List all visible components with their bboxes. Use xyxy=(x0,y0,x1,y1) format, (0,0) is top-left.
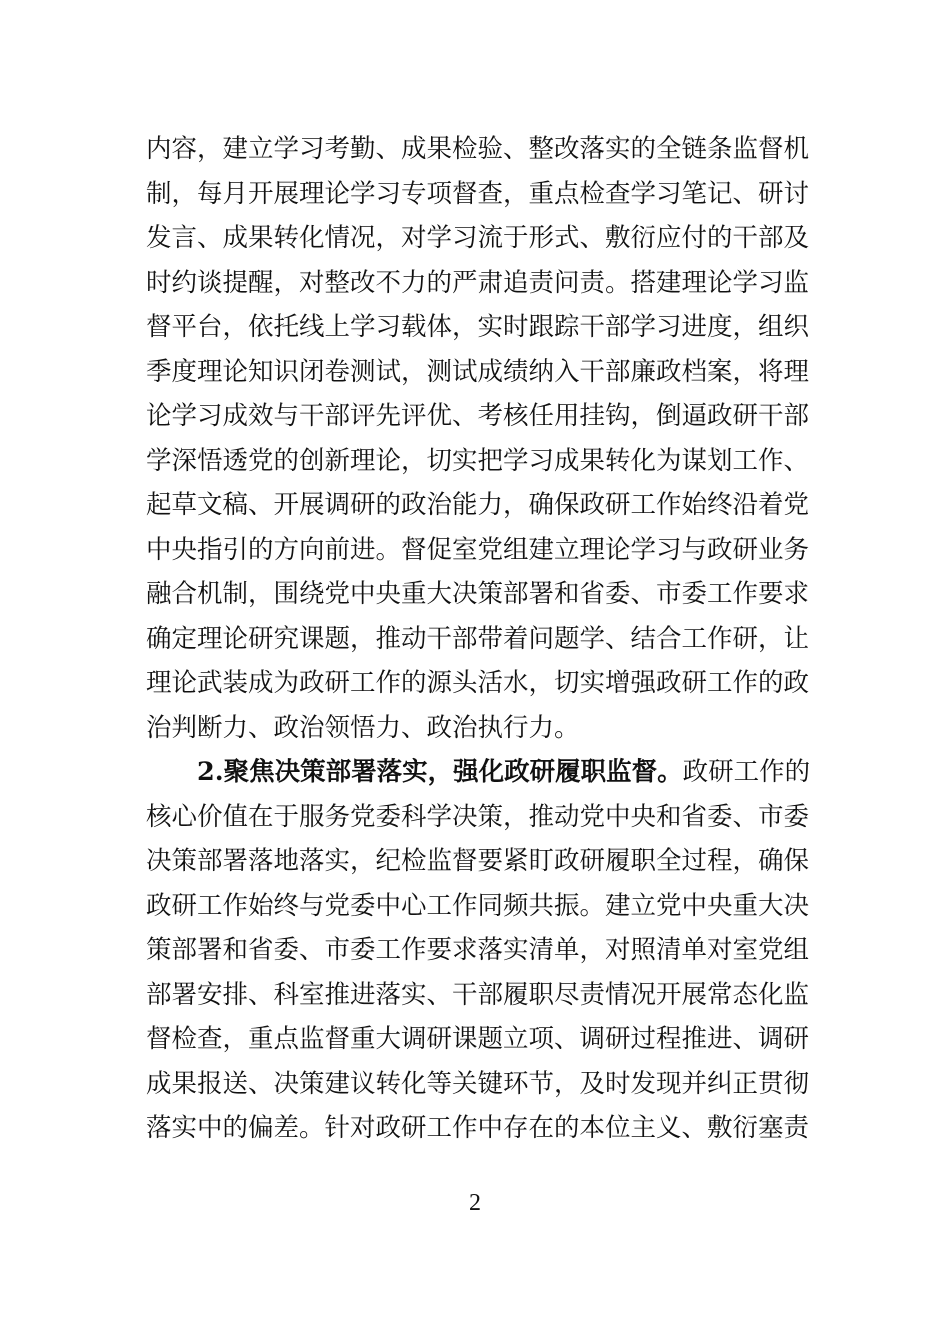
paragraph-1-line: 论学习成效与干部评先评优、考核任用挂钩，倒逼政研干部 xyxy=(146,401,810,431)
paragraph-1-line: 治判断力、政治领悟力、政治执行力。 xyxy=(146,712,580,743)
paragraph-2-line: 成果报送、决策建议转化等关键环节，及时发现并纠正贯彻 xyxy=(146,1068,810,1099)
paragraph-2-line: 督检查，重点监督重大调研课题立项、调研过程推进、调研 xyxy=(146,1024,810,1054)
page-number: 2 xyxy=(469,1190,481,1216)
body-text xyxy=(146,127,811,1151)
paragraph-2-first-line xyxy=(146,750,811,795)
paragraph-1-line: 督平台，依托线上学习载体，实时跟踪干部学习进度，组织 xyxy=(146,312,810,342)
section-heading: 2.聚焦决策部署落实，强化政研履职监督。 xyxy=(197,757,683,787)
paragraph-1-line: 发言、成果转化情况，对学习流于形式、敷衍应付的干部及 xyxy=(146,223,810,253)
paragraph-1-line: 理论武装成为政研工作的源头活水，切实增强政研工作的政 xyxy=(146,668,810,698)
paragraph-1-line: 时约谈提醒，对整改不力的严肃追责问责。搭建理论学习监 xyxy=(146,267,810,298)
paragraph-1-line: 确定理论研究课题，推动干部带着问题学、结合工作研，让 xyxy=(146,623,810,654)
paragraph-2-first-line-text: 政研工作的 xyxy=(682,757,811,787)
paragraph-2-line: 政研工作始终与党委中心工作同频共振。建立党中央重大决 xyxy=(146,890,810,921)
paragraph-1-line: 中央指引的方向前进。督促室党组建立理论学习与政研业务 xyxy=(146,534,810,565)
paragraph-2 xyxy=(146,750,811,1151)
paragraph-2-line: 部署安排、科室推进落实、干部履职尽责情况开展常态化监 xyxy=(146,979,810,1010)
paragraph-2-line: 策部署和省委、市委工作要求落实清单，对照清单对室党组 xyxy=(146,935,810,965)
paragraph-1-line: 融合机制，围绕党中央重大决策部署和省委、市委工作要求 xyxy=(146,579,810,609)
paragraph-1-line: 季度理论知识闭卷测试，测试成绩纳入干部廉政档案，将理 xyxy=(146,356,810,387)
paragraph-1 xyxy=(146,127,808,750)
paragraph-2-line: 决策部署落地落实，纪检监督要紧盯政研履职全过程，确保 xyxy=(146,846,810,876)
paragraph-1-line: 制，每月开展理论学习专项督查，重点检查学习笔记、研讨 xyxy=(146,178,810,209)
paragraph-1-line: 内容，建立学习考勤、成果检验、整改落实的全链条监督机 xyxy=(146,134,810,164)
paragraph-2-line: 落实中的偏差。针对政研工作中存在的本位主义、敷衍塞责 xyxy=(146,1113,810,1143)
paragraph-2-line: 核心价值在于服务党委科学决策，推动党中央和省委、市委 xyxy=(146,801,810,832)
paragraph-1-line: 起草文稿、开展调研的政治能力，确保政研工作始终沿着党 xyxy=(146,490,810,520)
paragraph-1-line: 学深悟透党的创新理论，切实把学习成果转化为谋划工作、 xyxy=(146,445,810,476)
